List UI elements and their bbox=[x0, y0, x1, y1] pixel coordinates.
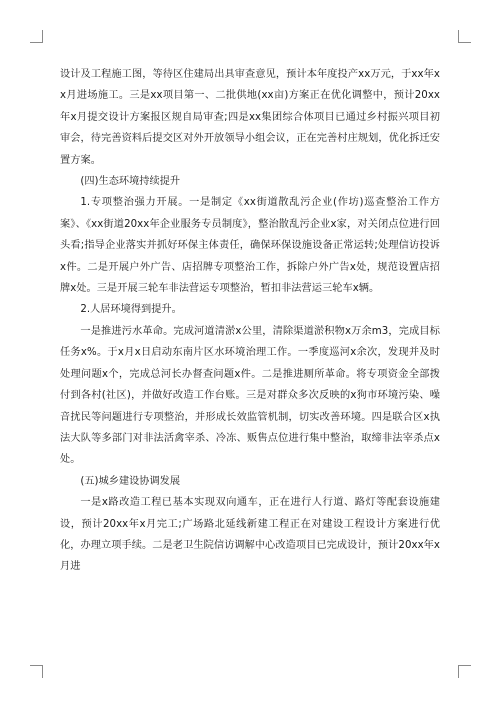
paragraph-living-environment: 一是推进污水革命。完成河道清淤x公里，清除渠道淤积物x万余m3，完成目标任务x%。于x月x日启动东南片区水环境治理工作。一季度巡河x余次，发现并及时处理问题x个，完成总河长办督查问题x件。二是推进厕所革命。将专项资金全部拨付到各村(社区)，并做好改造工作台账。三是对群众多次反映的x狗市环境污染、噪音扰民等问题进行专项整治，并形成长效监管机制，切实改善环境。四是联合区x执法大队等多部门对非法活禽宰杀、冷冻、贩售点位进行集中整治，取缔非法宰杀点x处。 bbox=[60, 325, 440, 466]
section-heading-urban-rural: (五)城乡建设协调发展 bbox=[80, 475, 181, 487]
document-body bbox=[60, 64, 440, 578]
paragraph-project-progress: 设计及工程施工图，等待区住建局出具审查意见，预计本年度投产xx万元，于xx年xx月进场施工。三是xx项目第一、二批供地(xx亩)方案正在优化调整中，预计20xx年x月提交设计方案报区规自局审查;四是xx集团综合体项目已通过乡村振兴项目初审会，待完善资料后提交区对外开放领导小组会议，正在完善村庄规划，优化拆迁安置方案。 bbox=[60, 69, 440, 166]
crop-mark-bottom-left bbox=[30, 665, 43, 678]
crop-mark-top-left bbox=[30, 30, 43, 43]
paragraph-urban-rural: 一是x路改造工程已基本实现双向通车，正在进行人行道、路灯等配套设施建设，预计20xx年x月完工;广场路北延线新建工程正在对建设工程设计方案进行优化，办理立项手续。二是老卫生院信访调解中心改造项目已完成设计，预计20xx年x月进 bbox=[60, 497, 440, 573]
crop-mark-top-right bbox=[458, 30, 471, 43]
paragraph-special-rectification: 1.专项整治强力开展。一是制定《xx街道散乱污企业(作坊)巡查整治工作方案》、《xx街道20xx年企业服务专员制度》，整治散乱污企业x家，对关闭点位进行回头看;指导企业落实并抓好环保主体责任，确保环保设施设备正常运转;处理信访投诉x件。二是开展户外广告、店招牌专项整治工作，拆除户外广告x处，规范设置店招牌x处。三是开展三轮车非法营运专项整治，暂扣非法营运三轮车x辆。 bbox=[60, 197, 440, 295]
subheading-living-environment: 2.人居环境得到提升。 bbox=[80, 304, 182, 316]
section-heading-ecology: (四)生态环境持续提升 bbox=[80, 176, 181, 188]
crop-mark-bottom-right bbox=[458, 665, 471, 678]
